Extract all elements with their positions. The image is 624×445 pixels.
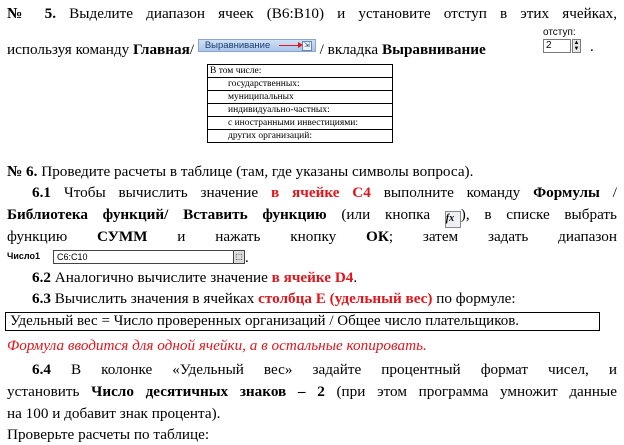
formula-box: Удельный вес = Число проверенных организаций / Общее число плательщиков. xyxy=(5,312,600,331)
alignment-ribbon-group[interactable]: Выравнивание ⇲ xyxy=(198,39,316,52)
step-6-4-line2: установить Число десятичных знаков – 2 (при этом программа умножит данные xyxy=(7,383,617,400)
table-row xyxy=(208,104,393,117)
task5-line2: используя команду Главная/ Выравнивание ⇲ / вкладка Выравнивание xyxy=(7,40,486,58)
dialog-launcher-icon[interactable]: ⇲ xyxy=(302,41,312,51)
home-tab-name: Главная xyxy=(132,41,190,58)
step-6-1-line3: функцию СУММ и нажать кнопку ОК; затем задать диапазон xyxy=(7,228,617,245)
table-cell: муниципальных xyxy=(208,91,393,104)
table-cell: с иностранными инвестициями: xyxy=(208,117,393,130)
range-select-icon[interactable]: ⬚ xyxy=(233,250,245,264)
table-cell: индивидуально-частных: xyxy=(208,104,393,117)
insert-function-icon[interactable]: fx xyxy=(445,211,461,228)
step-6-1-line4: Число1 C6:C10 ⬚ . xyxy=(7,250,249,266)
task6-intro: № 6. Проведите расчеты в таблице (там, где указаны символы вопроса). xyxy=(7,163,474,180)
indent-spinner[interactable]: отступ: 2 ▲ ▼ xyxy=(543,27,580,52)
number1-input[interactable]: C6:C10 xyxy=(53,250,235,264)
step-6-2: 6.2 Аналогично вычислите значение в ячейке D4. xyxy=(32,269,358,286)
indent-input[interactable]: 2 xyxy=(543,39,571,53)
table-cell: других организаций: xyxy=(208,130,393,143)
task6-number: № 6. xyxy=(7,163,38,180)
table-cell: В том числе: xyxy=(208,65,393,78)
spin-arrows-icon[interactable]: ▲ ▼ xyxy=(573,40,580,52)
formula-note: Формула вводится для одной ячейки, а в остальные копировать. xyxy=(7,337,427,354)
organizations-table xyxy=(207,64,393,143)
table-row xyxy=(208,91,393,104)
task5-number: № 5. xyxy=(7,5,57,22)
step-6-4-line3: на 100 и добавит знак процента). xyxy=(7,405,221,422)
task5-line1: № 5. Выделите диапазон ячеек (B6:B10) и установите отступ в этих ячейках, xyxy=(7,5,617,22)
step-6-1-line2: Библиотека функций/ Вставить функцию (или кнопка fx ), в списке выбрать xyxy=(7,206,617,228)
table-row xyxy=(208,65,393,78)
table-row xyxy=(208,130,393,143)
red-arrow-icon xyxy=(279,45,301,46)
table-cell: государственных: xyxy=(208,78,393,91)
table-row xyxy=(208,117,393,130)
step-6-4-line1: 6.4 В колонке «Удельный вес» задайте процентный формат чисел, и xyxy=(32,361,617,378)
step-6-3: 6.3 Вычислить значения в ячейках столбца Е (удельный вес) по формуле: xyxy=(32,290,516,307)
number1-argument[interactable]: Число1 C6:C10 ⬚ xyxy=(7,250,245,264)
table-row xyxy=(208,78,393,91)
alignment-tab-name: Выравнивание xyxy=(381,41,486,58)
check-text: Проверьте расчеты по таблице: xyxy=(7,426,210,443)
step-6-1-line1: 6.1 Чтобы вычислить значение в ячейке С4 выполните команду Формулы / xyxy=(32,184,617,201)
